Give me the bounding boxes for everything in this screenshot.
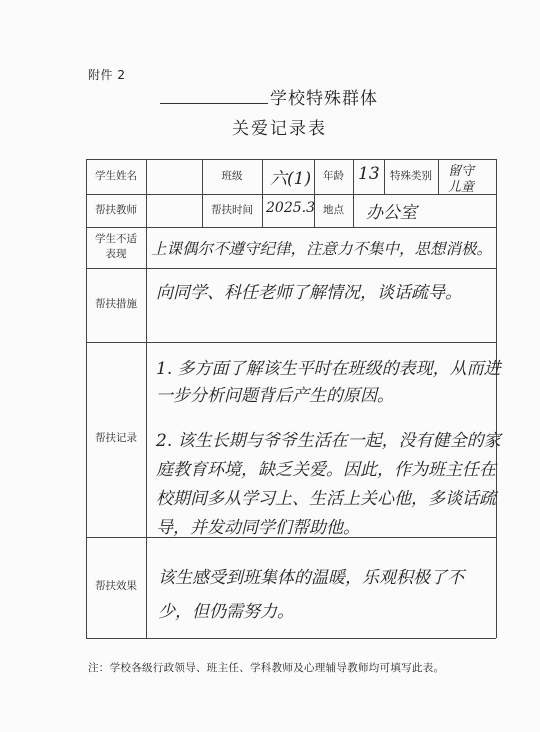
- table-rule: [86, 194, 496, 195]
- location-label: 地点: [323, 204, 344, 216]
- table-rule: [86, 227, 496, 228]
- age-value: 13: [358, 164, 380, 184]
- age-label: 年龄: [323, 170, 344, 182]
- effect-line: 该生感受到班集体的温暖，乐观积极了不: [158, 568, 464, 588]
- table-rule: [438, 159, 439, 194]
- form-title-line2: 关爱记录表: [232, 119, 327, 139]
- attachment-label: 附件 2: [88, 68, 126, 82]
- table-rule: [262, 159, 263, 227]
- records-label: 帮扶记录: [95, 432, 137, 444]
- special-category-label: 特殊类别: [390, 170, 432, 182]
- class-value: 六(1): [270, 169, 312, 189]
- effect-label: 帮扶效果: [95, 580, 137, 592]
- records-line: 导，并发动同学们帮助他。: [156, 518, 360, 538]
- records-line: 一步分析问题背后产生的原因。: [156, 386, 394, 406]
- table-rule: [353, 159, 354, 227]
- table-rule: [86, 342, 496, 343]
- table-border-top: [86, 159, 496, 160]
- records-line: 校期间多从学习上、生活上关心他，多谈话疏: [156, 489, 496, 509]
- helper-teacher-label: 帮扶教师: [95, 204, 137, 216]
- table-rule: [86, 268, 496, 269]
- measures-value: 向同学、科任老师了解情况，谈话疏导。: [156, 283, 462, 303]
- maladjustment-label-line1: 学生不适: [95, 233, 137, 245]
- table-border-right: [496, 159, 497, 638]
- maladjustment-label-line2: 表现: [105, 248, 127, 260]
- table-rule: [146, 159, 147, 638]
- maladjustment-value: 上课偶尔不遵守纪律，注意力不集中，思想消极。: [151, 240, 493, 258]
- help-time-value: 2025.3: [266, 200, 315, 216]
- school-name-blank: [160, 103, 268, 104]
- location-value: 办公室: [366, 203, 417, 223]
- table-border-left: [86, 159, 87, 638]
- class-label: 班级: [221, 170, 243, 182]
- help-time-label: 帮扶时间: [211, 204, 253, 216]
- records-line: 庭教育环境，缺乏关爱。因此，作为班主任在: [156, 460, 496, 480]
- table-border-bottom: [86, 638, 496, 639]
- special-category-value-line1: 留守: [448, 164, 475, 179]
- student-name-label: 学生姓名: [95, 170, 137, 182]
- special-category-value-line2: 儿童: [448, 180, 475, 195]
- effect-line: 少，但仍需努力。: [158, 602, 294, 622]
- footer-note: 注：学校各级行政领导、班主任、学科教师及心理辅导教师均可填写此表。: [88, 662, 445, 674]
- records-line: 1. 多方面了解该生平时在班级的表现，从而进: [156, 359, 501, 379]
- form-title-line1: 学校特殊群体: [270, 89, 378, 109]
- measures-label: 帮扶措施: [95, 298, 137, 310]
- records-line: 2. 该生长期与爷爷生活在一起，没有健全的家: [156, 431, 501, 451]
